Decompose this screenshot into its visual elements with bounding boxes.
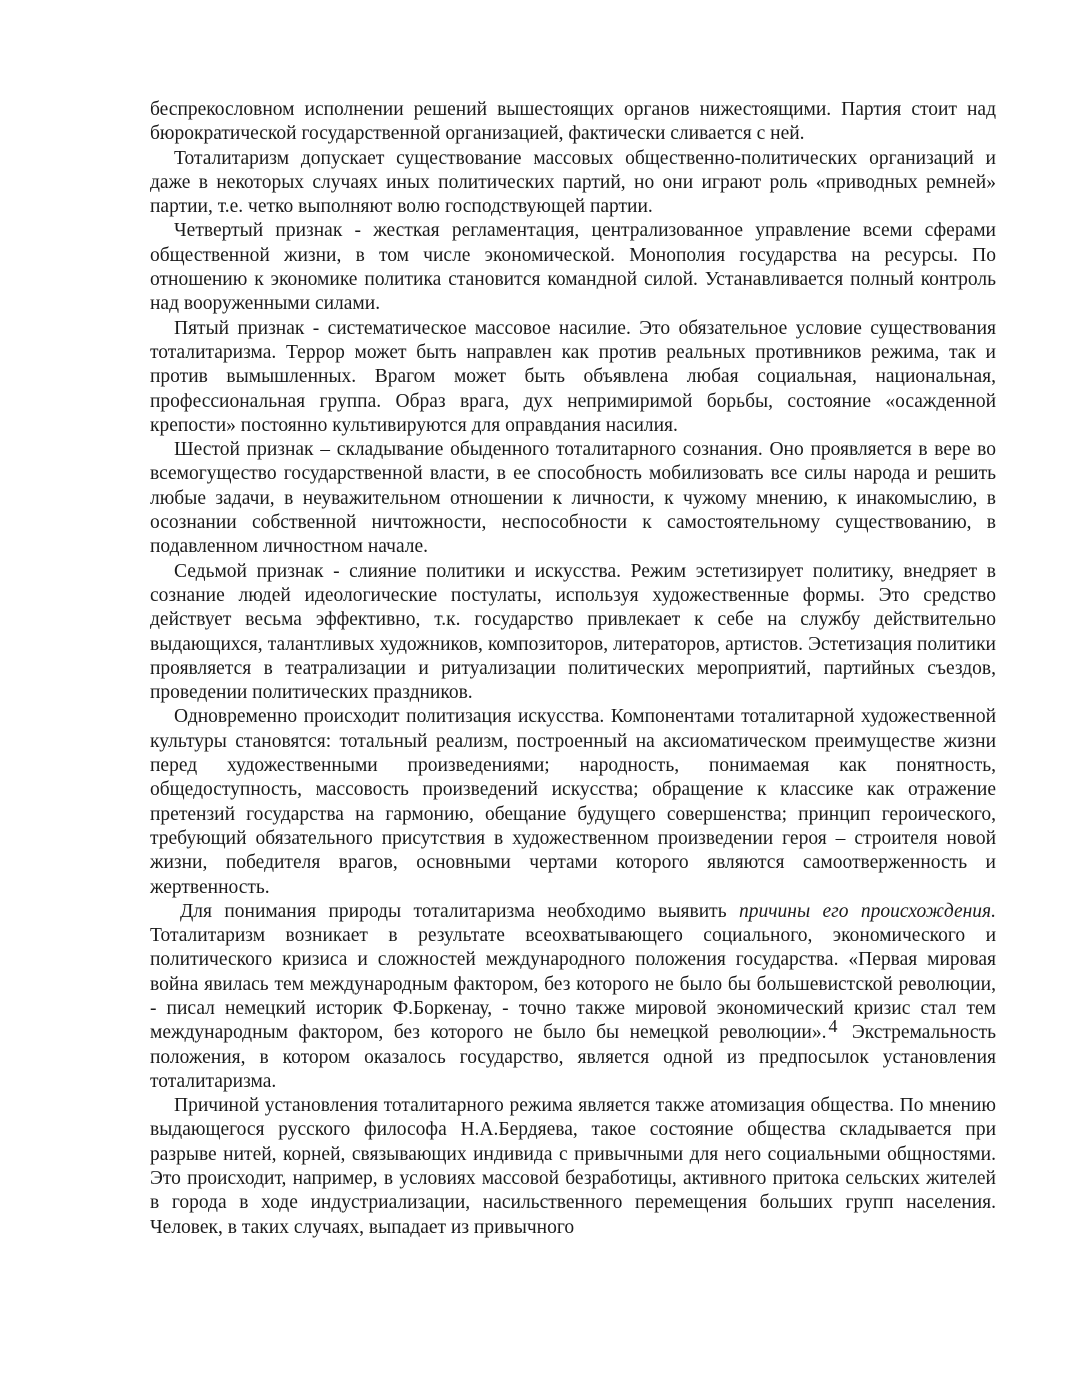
paragraph-fourth-feature: Четвертый признак - жесткая регламентация, централизованное управление всеми сферами общественной жизни, в том числе экономической. Монополия государства на ресурсы. По отношению к экономике политика становится командной силой. Устанавливается полный контроль над вооруженными силами. <box>150 220 996 315</box>
footnote-marker[interactable]: 4 <box>828 1016 838 1037</box>
paragraph-fifth-feature: Пятый признак - систематическое массовое насилие. Это обязательное условие существования тоталитаризма. Террор может быть направлен как против реальных противников режима, так и против вымышленных. Врагом может быть объявлена любая социальная, национальная, профессиональная группа. Образ врага, дух непримиримой борьбы, состояние «осажденной крепости» постоянно культивируются для оправдания насилия. <box>150 317 996 436</box>
paragraph-origins <box>150 900 996 1094</box>
origins-italic-phrase: причины его происхождения. <box>738 900 996 922</box>
origins-text-middle: Тоталитаризм возникает в результате всеохватывающего социального, экономического и политического кризиса и сложностей международного положения государства. «Первая мировая война явилась тем международным фактором, без которого не было бы большевистской революции, - писал немецкий историк Ф.Боркенау, - точно также мировой экономический кризис стал тем международным фактором, без которого не было бы немецкой революции». <box>150 925 996 1044</box>
origins-text-start: Для понимания природы тоталитаризма необходимо выявить <box>180 900 739 922</box>
paragraph-atomization: Причиной установления тоталитарного режима является также атомизация общества. По мнению выдающегося русского философа Н.А.Бердяева, такое состояние общества складывается при разрыве нитей, корней, связывающих индивида с привычными для него социальными общностями. Это происходит, например, в условиях массовой безработицы, активного притока сельских жителей в города в ходе индустриализации, насильственного перемещения больших групп населения. Человек, в таких случаях, выпадает из привычного <box>150 1095 996 1238</box>
paragraph-mass-organizations: Тоталитаризм допускает существование массовых общественно-политических организаций и даже в некоторых случаях иных политических партий, но они играют роль «приводных ремней» партии, т.е. четко выполняют волю господствующей партии. <box>150 147 996 218</box>
paragraph-politicization-of-art: Одновременно происходит политизация искусства. Компонентами тоталитарной художественной культуры становятся: тотальный реализм, построенный на аксиоматическом преимуществе жизни перед художественными произведениями; народность, понимаемая как понятность, общедоступность, массовость произведений искусства; обращение к классике как отражение претензий государства на гармонию, обещание будущего совершенства; принцип героического, требующий обязательного присутствия в художественном произведении героя – строителя новой жизни, победителя врагов, основными чертами которого являются самоотверженность и жертвенность. <box>150 706 996 898</box>
paragraph-seventh-feature: Седьмой признак - слияние политики и искусства. Режим эстетизирует политику, внедряет в сознание людей идеологические постулаты, используя художественные формы. Это средство действует весьма эффективно, т.к. государство привлекает к себе на службу действительно выдающихся, талантливых художников, композиторов, литераторов, артистов. Эстетизация политики проявляется в театрализации и ритуализации политических мероприятий, партийных съездов, проведении политических праздников. <box>150 560 996 704</box>
document-page <box>150 98 996 1240</box>
paragraph-sixth-feature: Шестой признак – складывание обыденного тоталитарного сознания. Оно проявляется в вере во всемогущество государственной власти, в ее способность мобилизовать все силы народа и решить любые задачи, в неуважительном отношении к личности, к чужому мнению, к инакомыслию, в осознании собственной ничтожности, неспособности к самостоятельному существованию, в подавленном личностном начале. <box>150 439 996 558</box>
paragraph-party-bureaucracy: беспрекословном исполнении решений вышестоящих органов нижестоящими. Партия стоит над бюрократической государственной организацией, фактически сливается с ней. <box>150 99 996 145</box>
origins-text-end: Экстремальность положения, в котором оказалось государство, является одной из предпосылок установления тоталитаризма. <box>150 1022 996 1092</box>
